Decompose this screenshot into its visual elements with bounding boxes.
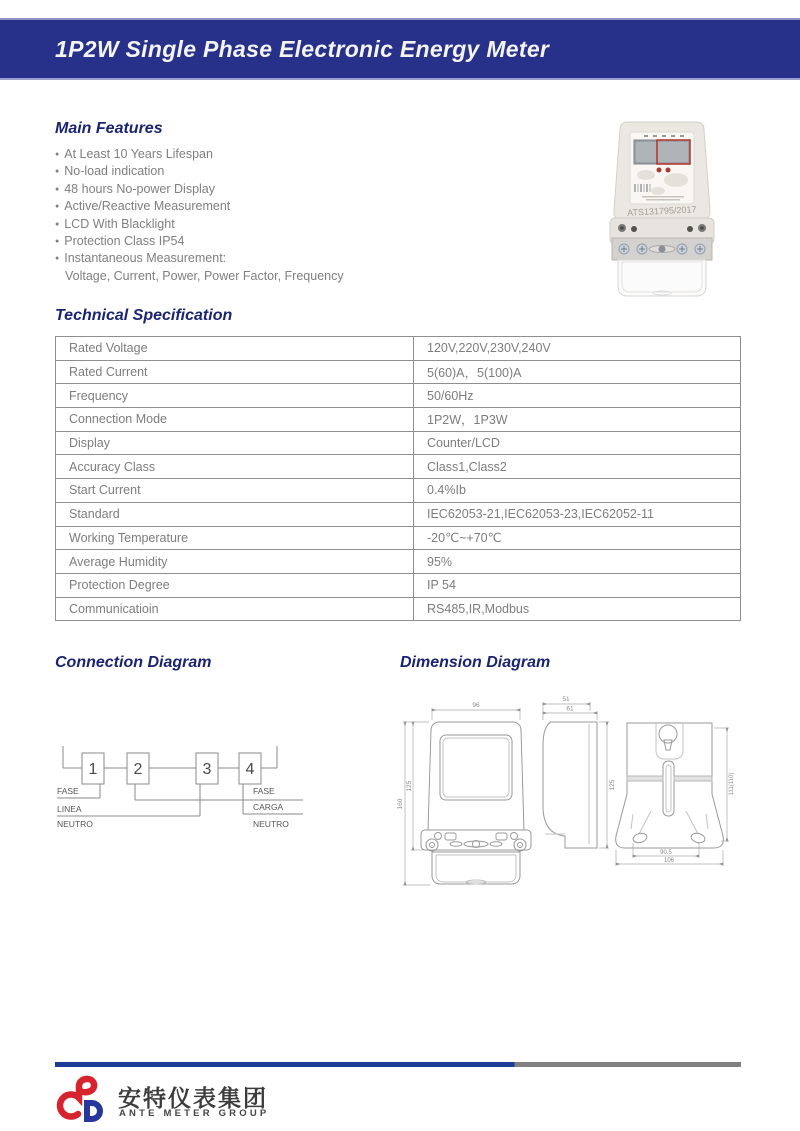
bullet-icon [55,164,64,178]
feature-item: ● No-load indication [55,163,485,180]
meter-body [614,122,710,220]
dimension-diagram [393,686,765,894]
label-fase-left: FASE [57,786,79,796]
spec-table [55,336,741,621]
table-row: Protection Degree IP 54 [56,573,741,597]
dimension-diagram-heading: Dimension Diagram [400,654,551,671]
front-dim-labels [397,702,480,809]
footer-divider-bar [55,1062,741,1067]
meter-terminal-block [612,238,712,260]
main-features-heading: Main Features [55,120,163,137]
logo-mark [60,1079,103,1122]
feature-item: ● 48 hours No-power Display [55,181,485,198]
table-row: Display Counter/LCD [56,431,741,455]
terminal-numbers [89,761,255,778]
dim-back-width: 106 [663,858,675,864]
bullet-icon [55,251,64,265]
meter-button [657,168,662,173]
connection-diagram-heading: Connection Diagram [55,654,212,671]
terminal-3: 3 [202,761,212,778]
label-linea: LINEA [57,804,82,814]
meter-serial-number: ATS131795/2017 [626,204,697,218]
table-row: Standard IEC62053-21,IEC62053-23,IEC62052-11 [56,502,741,526]
side-view [543,722,597,848]
table-row: Rated Voltage 120V,220V,230V,240V [56,337,741,361]
table-row: Communicatioin RS485,IR,Modbus [56,597,741,621]
technical-specification-heading: Technical Specification [55,307,233,324]
bullet-icon [55,182,64,196]
main-features-list [55,146,485,285]
company-name-english: ANTE METER GROUP [119,1108,270,1119]
dim-back-height: 111(110) [729,772,735,796]
dim-front-upper-height: 125 [406,780,413,792]
dim-front-width: 96 [472,702,480,709]
dim-side-depth-top: 51 [562,696,570,703]
dim-side-depth: 61 [566,705,574,713]
table-row: Frequency 50/60Hz [56,384,741,408]
bullet-icon [55,199,64,213]
label-neutro-right: NEUTRO [253,819,289,829]
feature-item: ● LCD With Blacklight [55,216,485,233]
connection-diagram [50,733,315,848]
table-row: Connection Mode 1P2W，1P3W [56,408,741,432]
table-row: Working Temperature -20℃~+70℃ [56,526,741,550]
label-neutro-left: NEUTRO [57,819,93,829]
feature-item: ● Instantaneous Measurement: [55,250,485,267]
meter-terminal-cover [618,260,706,296]
label-carga: CARGA [253,802,284,812]
label-fase-right: FASE [253,786,275,796]
dim-side-height: 125 [609,779,616,791]
wire-labels [57,786,289,829]
feature-item-continuation: Voltage, Current, Power, Power Factor, Frequency [65,268,344,283]
table-row: Start Current 0.4%Ib [56,479,741,503]
side-dim-lines [543,702,609,848]
company-name-chinese: 安特仪表集团 [118,1085,268,1111]
feature-item: ● Protection Class IP54 [55,233,485,250]
dim-front-height: 160 [397,798,404,810]
terminal-4: 4 [245,761,255,778]
header-banner [0,18,800,80]
table-row: Rated Current 5(60)A，5(100)A [56,360,741,384]
product-photo-energy-meter [600,112,758,300]
ante-meter-group-logo [48,1074,114,1126]
feature-item: ● Active/Reactive Measurement [55,198,485,215]
bullet-icon [55,147,64,161]
table-row: Average Humidity 95% [56,550,741,574]
terminal-1: 1 [88,761,98,778]
meter-lcd [634,140,690,164]
feature-item: ● At Least 10 Years Lifespan [55,146,485,163]
terminal-2: 2 [133,761,143,778]
back-view [616,723,724,848]
table-row: Accuracy Class Class1,Class2 [56,455,741,479]
page-title: 1P2W Single Phase Electronic Energy Meter [55,36,550,62]
front-view [421,722,531,884]
meter-button [666,168,671,173]
bullet-icon [55,234,64,248]
dim-back-hole-spacing: 90.5 [660,850,672,856]
bullet-icon [55,217,64,231]
